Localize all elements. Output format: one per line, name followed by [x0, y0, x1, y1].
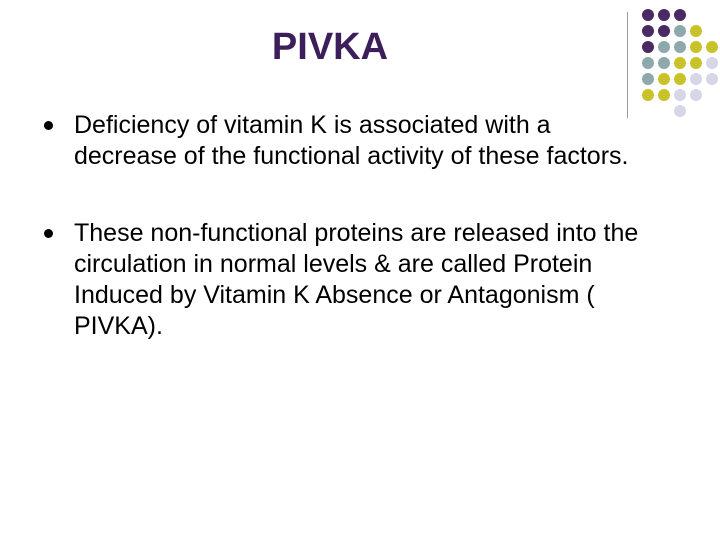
decorative-dot: [674, 105, 686, 117]
decorative-dot: [674, 9, 686, 21]
decorative-dot: [690, 89, 702, 101]
decorative-dot: [658, 73, 670, 85]
decorative-dot-grid: [638, 9, 720, 119]
bullet-item: [40, 110, 660, 172]
decorative-dot: [658, 25, 670, 37]
bullet-item: [40, 218, 660, 342]
decorative-divider-line: [627, 12, 628, 118]
bullet-text: Deficiency of vitamin K is associated with a decrease of the functional activity of these factors.: [74, 111, 629, 170]
decorative-dot: [658, 41, 670, 53]
decorative-dot: [706, 41, 718, 53]
decorative-dot: [690, 41, 702, 53]
decorative-dot: [706, 57, 718, 69]
decorative-dot: [642, 89, 654, 101]
decorative-dot: [690, 57, 702, 69]
decorative-dot: [674, 25, 686, 37]
decorative-dot: [642, 9, 654, 21]
bullet-dot-icon: [44, 229, 53, 238]
decorative-dot: [642, 73, 654, 85]
decorative-dot: [642, 57, 654, 69]
decorative-dot: [690, 25, 702, 37]
bullet-dot-icon: [44, 121, 53, 130]
decorative-dot: [642, 25, 654, 37]
decorative-dot: [658, 9, 670, 21]
decorative-dot: [658, 57, 670, 69]
decorative-dot: [674, 41, 686, 53]
decorative-dot: [690, 73, 702, 85]
decorative-dot: [674, 89, 686, 101]
decorative-dot: [674, 73, 686, 85]
decorative-dot: [674, 57, 686, 69]
decorative-dot: [658, 89, 670, 101]
decorative-dot: [642, 41, 654, 53]
slide-title: PIVKA: [271, 26, 389, 68]
bullet-list: [40, 110, 660, 388]
bullet-text: These non-functional proteins are released into the circulation in normal levels & are called Protein Induced by Vitamin K Absence or Antagonism ( PIVKA).: [74, 219, 639, 340]
decorative-dot: [706, 73, 718, 85]
